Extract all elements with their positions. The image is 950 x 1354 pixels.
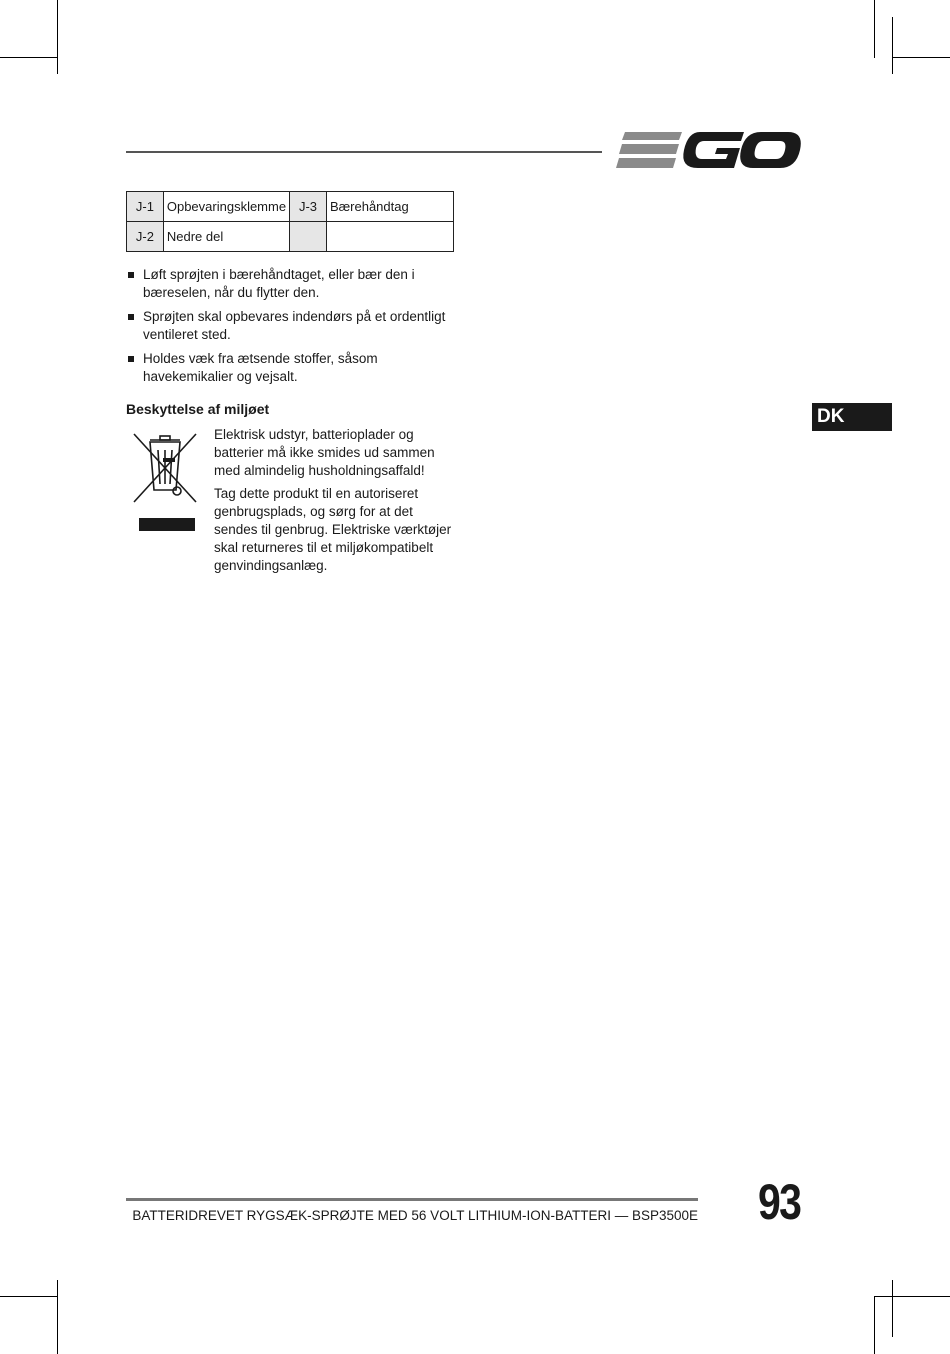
crop-mark xyxy=(57,1280,58,1354)
list-item-text: Løft sprøjten i bærehåndtaget, eller bær den i bæreselen, når du flytter den. xyxy=(143,267,415,300)
list-item xyxy=(126,350,461,386)
language-tab: DK xyxy=(812,403,892,431)
part-label xyxy=(326,222,453,252)
environment-paragraph: Elektrisk udstyr, batterioplader og batterier må ikke smides ud sammen med almindelig husholdningsaffald! xyxy=(214,427,435,478)
bullet-square-icon xyxy=(128,272,134,278)
footer-title: BATTERIDREVET RYGSÆK-SPRØJTE MED 56 VOLT LITHIUM-ION-BATTERI — BSP3500E xyxy=(132,1208,698,1223)
crop-mark xyxy=(874,1296,950,1297)
crop-mark xyxy=(57,0,58,74)
list-item-text: Holdes væk fra ætsende stoffer, såsom havekemikalier og vejsalt. xyxy=(143,351,378,384)
header-rule xyxy=(126,151,602,153)
bullet-square-icon xyxy=(128,356,134,362)
list-item xyxy=(126,308,461,344)
environment-paragraph: Tag dette produkt til en autoriseret genbrugsplads, og sørg for at det sendes til genbrug. Elektriske værktøjer skal returneres til et miljøkompatibelt genvindingsanlæg. xyxy=(214,486,452,573)
crop-mark xyxy=(892,57,950,58)
part-label: Bærehåndtag xyxy=(326,192,453,222)
crop-mark xyxy=(892,17,893,74)
storage-bullet-list xyxy=(126,266,461,392)
part-label: Nedre del xyxy=(163,222,289,252)
crop-mark xyxy=(874,1296,875,1354)
weee-crossed-bin-icon xyxy=(130,428,200,534)
crop-mark xyxy=(0,1296,57,1297)
environment-text xyxy=(214,426,459,580)
bullet-square-icon xyxy=(128,314,134,320)
part-label: Opbevaringsklemme xyxy=(163,192,289,222)
ego-logo xyxy=(616,128,802,172)
list-item xyxy=(126,266,461,302)
footer-rule xyxy=(126,1198,698,1201)
crop-mark xyxy=(874,0,875,58)
list-item-text: Sprøjten skal opbevares indendørs på et ordentligt ventileret sted. xyxy=(143,309,446,342)
parts-table xyxy=(126,191,454,252)
crop-mark xyxy=(892,1280,893,1337)
table-row xyxy=(127,192,454,222)
section-heading: Beskyttelse af miljøet xyxy=(126,401,270,417)
part-code xyxy=(290,222,327,252)
crop-mark xyxy=(0,57,57,58)
part-code: J-3 xyxy=(290,192,327,222)
table-row xyxy=(127,222,454,252)
part-code: J-1 xyxy=(127,192,164,222)
part-code: J-2 xyxy=(127,222,164,252)
page-number: 93 xyxy=(758,1174,801,1230)
